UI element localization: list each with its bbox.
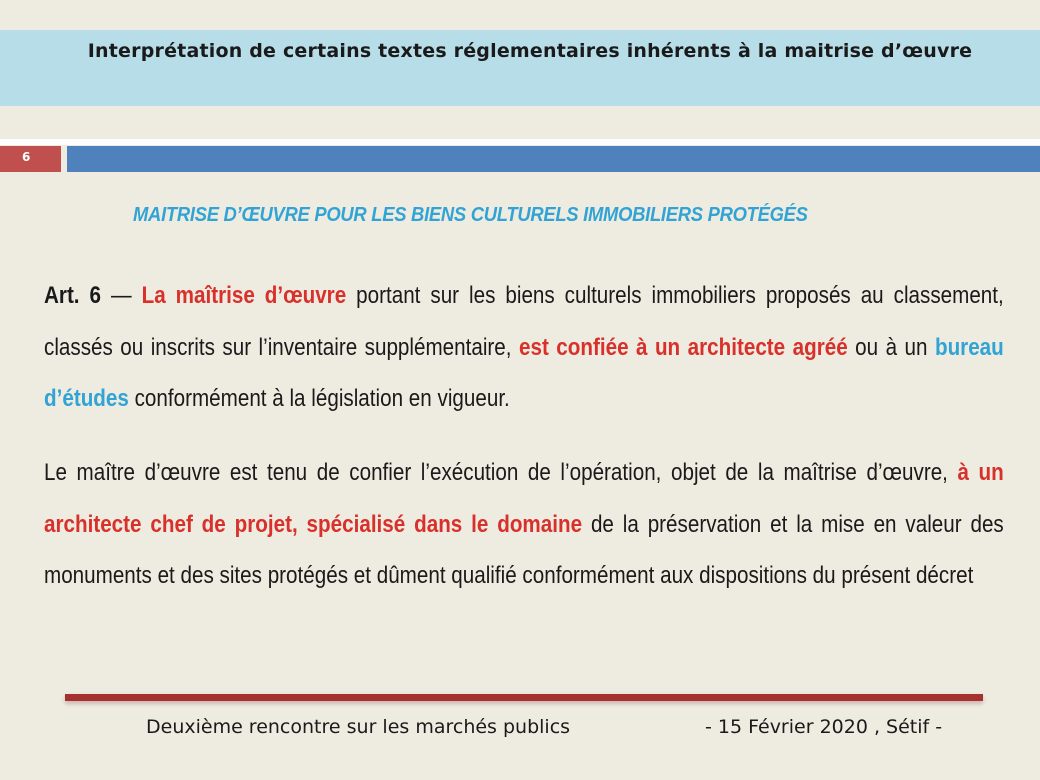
highlight-bureau: bureau d’études bbox=[44, 333, 1004, 412]
article-dash: — bbox=[101, 282, 142, 309]
divider-line bbox=[0, 139, 1040, 145]
obligation-paragraph bbox=[44, 447, 1004, 602]
slide-number: 6 bbox=[22, 150, 31, 164]
footer-line bbox=[65, 694, 983, 701]
article-paragraph bbox=[44, 270, 1004, 425]
article-number: Art. 6 bbox=[44, 282, 102, 309]
paragraph-text: Le maître d’œuvre est tenu de confier l’exécution de l’opération, objet de la maîtrise d’œuvre, bbox=[44, 459, 958, 486]
highlight-architecte: est confiée à un architecte agréé bbox=[518, 333, 848, 361]
paragraph-text: conformément à la législation en vigueur. bbox=[128, 385, 510, 412]
header-accent-bar bbox=[67, 146, 1040, 172]
highlight-chef-projet: à un architecte chef de projet, spécialisé dans le domaine bbox=[44, 459, 1004, 538]
footer-event: Deuxième rencontre sur les marchés publics bbox=[146, 716, 571, 738]
paragraph-text: ou à un bbox=[847, 333, 935, 361]
slide-title: Interprétation de certains textes réglementaires inhérents à la maitrise d’œuvre bbox=[87, 40, 973, 62]
section-subtitle: MAITRISE D’ŒUVRE POUR LES BIENS CULTURELS IMMOBILIERS PROTÉGÉS bbox=[133, 204, 808, 226]
footer-date: - 15 Février 2020 , Sétif - bbox=[705, 716, 943, 738]
paragraph-text: de la préservation et la mise en valeur des monuments et des sites protégés et dûment qualifié conformément aux dispositions du présent décret bbox=[44, 510, 1004, 589]
paragraph-text: portant sur les biens culturels immobiliers proposés au classement, classés ou inscrits sur l’inventaire supplémentaire, bbox=[44, 282, 1004, 361]
slide-number-badge bbox=[0, 146, 61, 172]
highlight-maitrise: La maîtrise d’œuvre bbox=[141, 282, 347, 309]
